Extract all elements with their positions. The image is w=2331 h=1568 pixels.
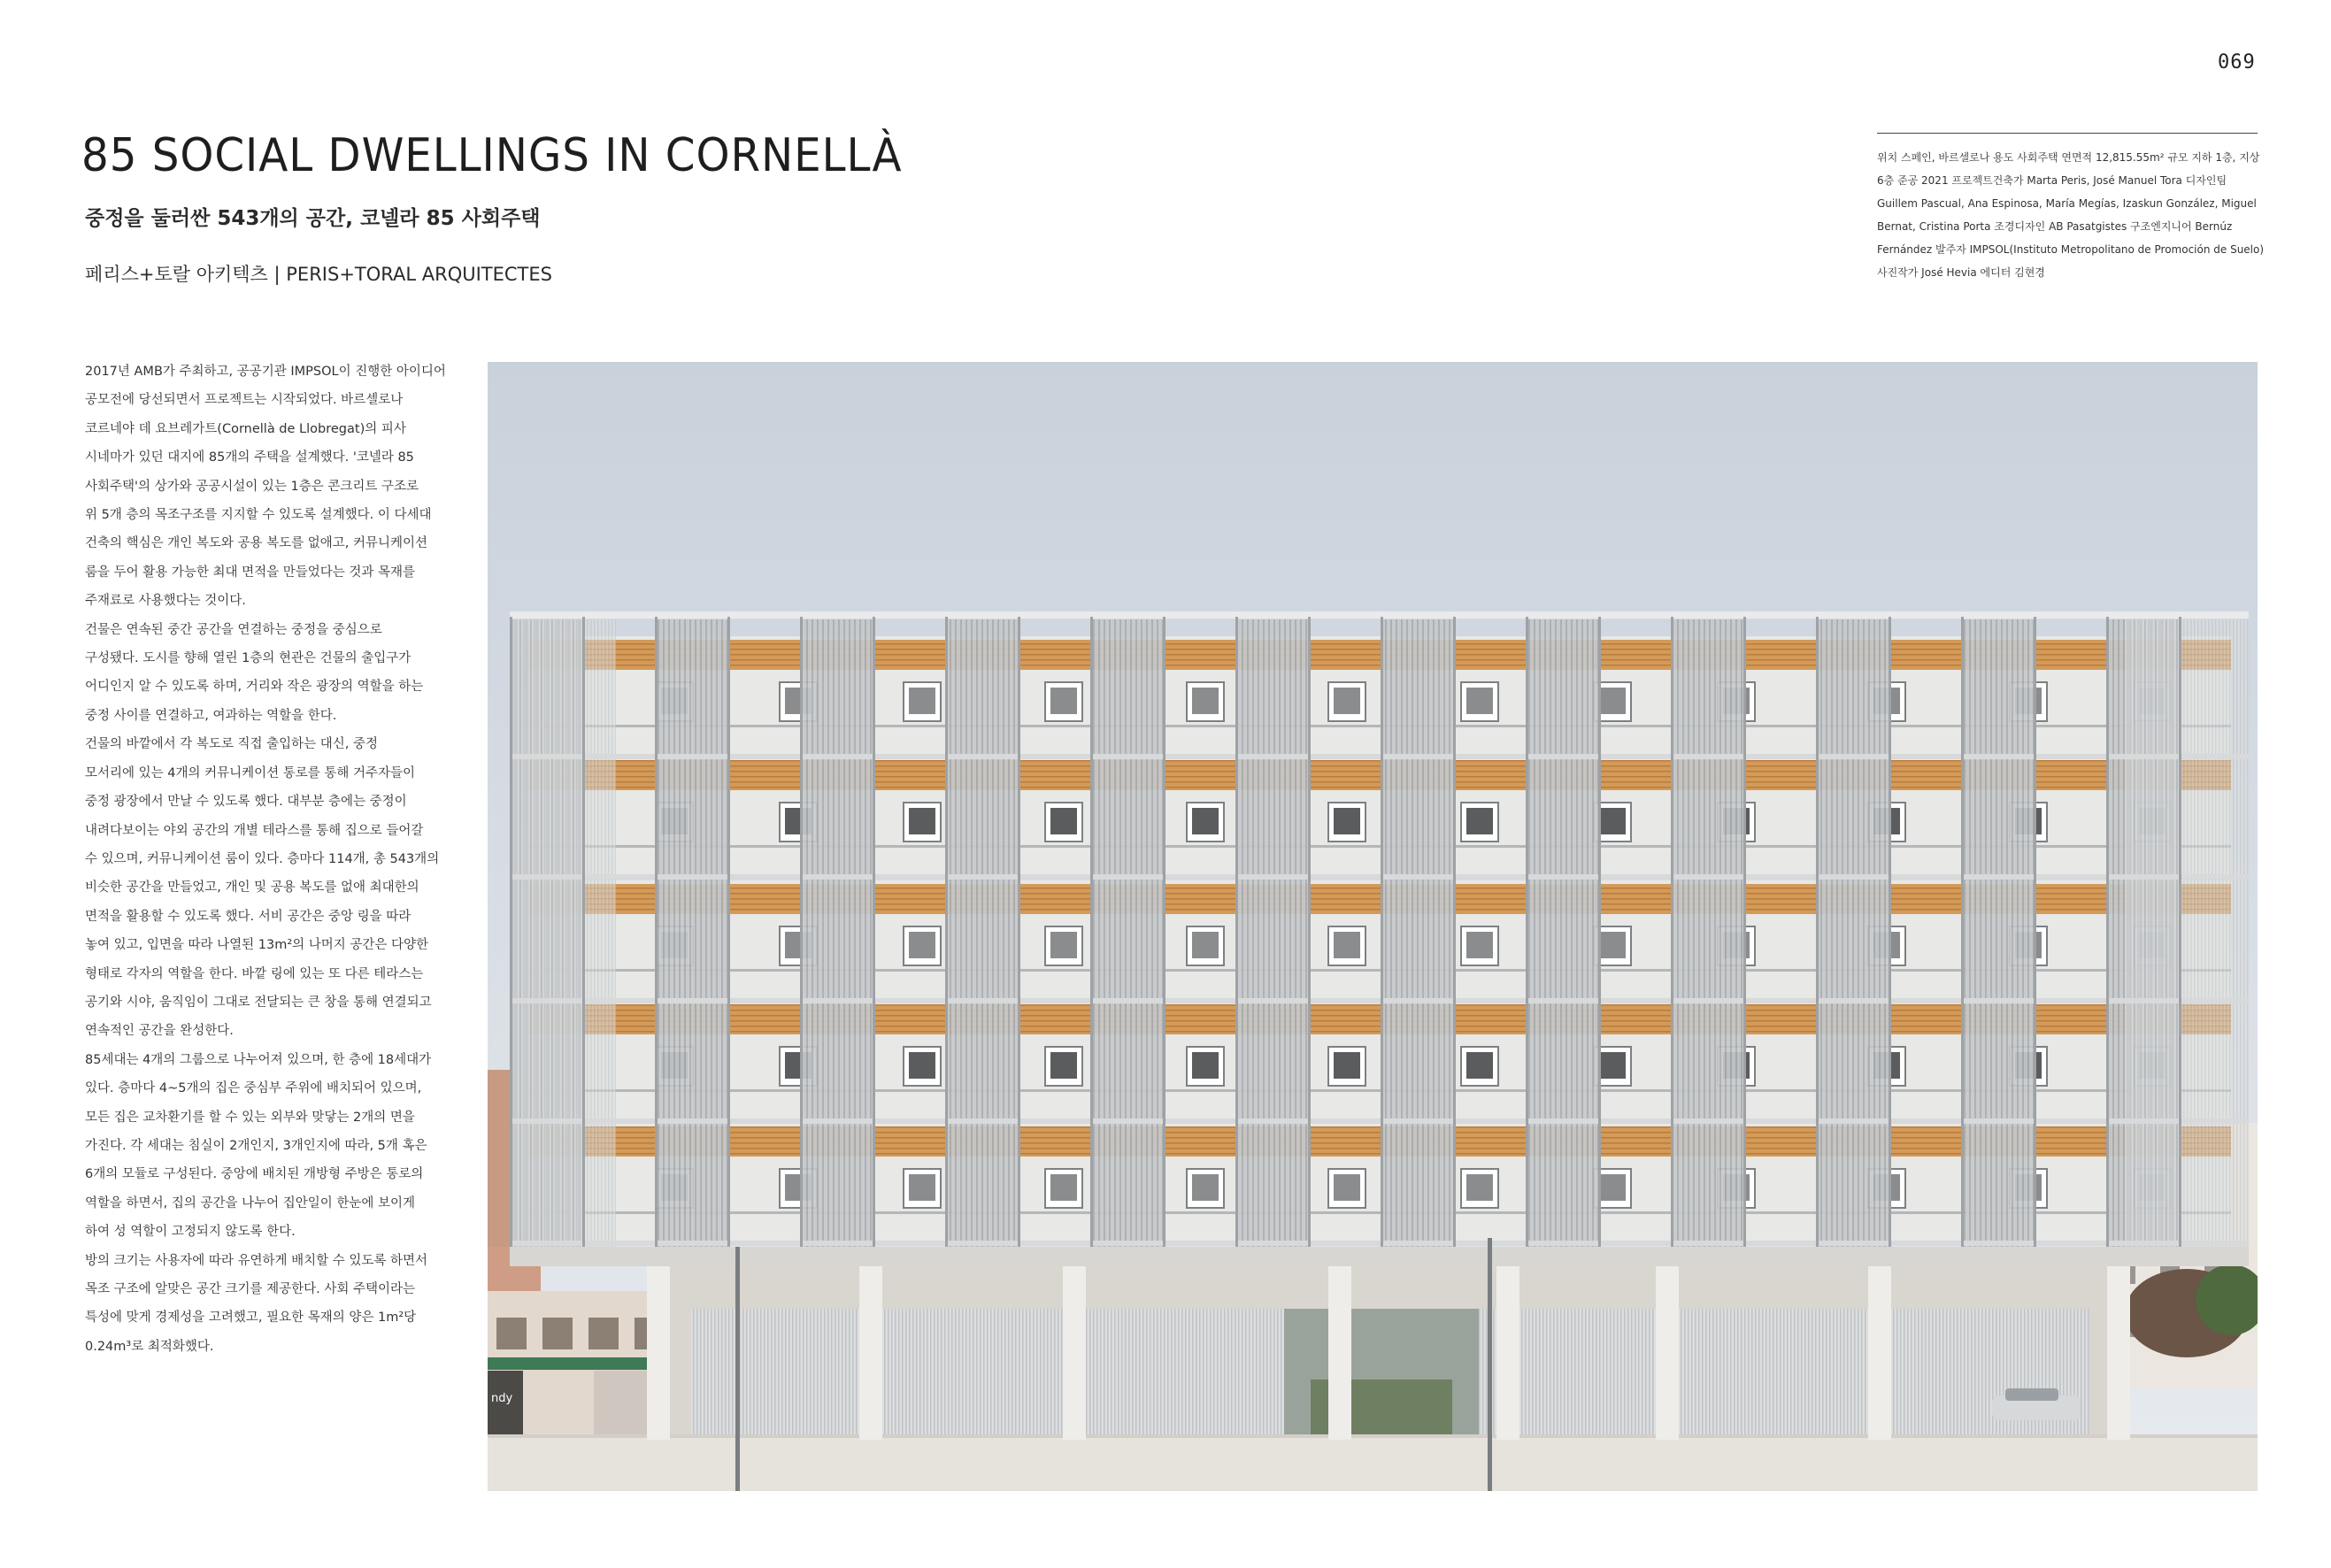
body-line: 면적을 활용할 수 있도록 했다. 서비 공간은 중앙 링을 따라	[85, 909, 412, 924]
body-line: 구성됐다. 도시를 향해 열린 1층의 현관은 건물의 출입구가	[85, 651, 412, 666]
plaza-ground	[488, 1437, 2258, 1491]
frame-post	[1598, 617, 1601, 1247]
frame-post	[800, 617, 803, 1247]
body-line: 6개의 모듈로 구성된다. 중앙에 배치된 개방형 주방은 통로의	[85, 1167, 424, 1182]
frame-post	[1889, 617, 1891, 1247]
body-line: 방의 크기는 사용자에 따라 유연하게 배치할 수 있도록 하면서	[85, 1253, 428, 1268]
building-photo	[488, 362, 2258, 1491]
window-blind	[1599, 1052, 1626, 1079]
window-blind	[1599, 1174, 1626, 1201]
article-title: 85 SOCIAL DWELLINGS IN CORNELLÀ	[81, 129, 903, 182]
window-blind	[909, 1052, 935, 1079]
frame-post	[1090, 617, 1093, 1247]
column	[2107, 1266, 2130, 1440]
column	[859, 1266, 882, 1440]
frame-post	[582, 617, 585, 1247]
body-line: 모서리에 있는 4개의 커뮤니케이션 통로를 통해 거주자들이	[85, 765, 416, 780]
car-window	[2005, 1388, 2058, 1401]
column	[1656, 1266, 1679, 1440]
body-line: 건축의 핵심은 개인 복도와 공용 복도를 없애고, 커뮤니케이션	[85, 536, 428, 551]
street-lamp	[735, 1247, 740, 1491]
window-blind	[1466, 932, 1493, 958]
frame-post	[510, 617, 512, 1247]
background-window	[496, 1318, 527, 1349]
article-subtitle: 중정을 둘러싼 543개의 공간, 코넬라 85 사회주택	[85, 207, 541, 230]
window-blind	[1334, 1052, 1360, 1079]
frame-post	[873, 617, 875, 1247]
body-line: 위 5개 층의 목조구조를 지지할 수 있도록 설계했다. 이 다세대	[85, 508, 432, 523]
window-blind	[1192, 688, 1219, 714]
window-blind	[1192, 808, 1219, 834]
body-line: 어디인지 알 수 있도록 하며, 거리와 작은 광장의 역할을 하는	[85, 680, 424, 695]
frame-post	[1018, 617, 1020, 1247]
column	[1328, 1266, 1351, 1440]
shop-sign-text: ndy	[491, 1392, 513, 1405]
frame-post	[1961, 617, 1964, 1247]
frame-post	[727, 617, 730, 1247]
slab-edge	[510, 754, 2249, 759]
window-blind	[1599, 932, 1626, 958]
body-line: 모든 집은 교차환기를 할 수 있는 외부와 맞닿는 2개의 면을	[85, 1110, 415, 1125]
screen-panel	[1526, 617, 1598, 1247]
slab-edge	[510, 1118, 2249, 1124]
screen-panel	[1381, 617, 1453, 1247]
column	[1063, 1266, 1086, 1440]
edge-screen	[510, 617, 616, 1247]
frame-post	[1816, 617, 1819, 1247]
credits-line: Bernat, Cristina Porta 조경디자인 AB Pasatgistes 구조엔지니어 Bernúz	[1877, 220, 2233, 233]
body-line: 중정 광장에서 만날 수 있도록 했다. 대부분 층에는 중정이	[85, 795, 407, 810]
curb	[488, 1434, 2258, 1438]
body-line: 목조 구조에 알맞은 공간 크기를 제공한다. 사회 주택이라는	[85, 1282, 416, 1296]
window-blind	[1599, 808, 1626, 834]
window-blind	[1466, 1052, 1493, 1079]
body-line: 비슷한 공간을 만들었고, 개인 및 공용 복도를 없애 최대한의	[85, 880, 419, 895]
screen-panel	[1235, 617, 1308, 1247]
frame-post	[655, 617, 658, 1247]
window-blind	[1334, 688, 1360, 714]
frame-post	[2106, 617, 2109, 1247]
window-blind	[1050, 1052, 1077, 1079]
frame-post	[1453, 617, 1456, 1247]
credits-line: 위치 스페인, 바르셀로나 용도 사회주택 연면적 12,815.55m² 규모 지하 1층, 지상	[1877, 151, 2260, 164]
body-line: 역할을 하면서, 집의 공간을 나누어 집안일이 한눈에 보이게	[85, 1195, 416, 1211]
body-line: 놓여 있고, 입면을 따라 나열된 13m²의 나머지 공간은 다양한	[85, 938, 429, 953]
body-line: 내려다보이는 야외 공간의 개별 테라스를 통해 집으로 들어갈	[85, 823, 424, 838]
window-blind	[1599, 688, 1626, 714]
body-line: 수 있으며, 커뮤니케이션 룸이 있다. 층마다 114개, 총 543개의	[85, 851, 440, 866]
body-line: 특성에 맞게 경제성을 고려했고, 필요한 목재의 양은 1m²당	[85, 1311, 417, 1326]
window-blind	[1192, 932, 1219, 958]
body-line: 형태로 각자의 역할을 한다. 바깥 링에 있는 또 다른 테라스는	[85, 966, 424, 981]
screen-panel	[1671, 617, 1743, 1247]
background-window	[589, 1318, 619, 1349]
body-line: 2017년 AMB가 주최하고, 공공기관 IMPSOL이 진행한 아이디어	[85, 365, 446, 379]
frame-post	[1235, 617, 1238, 1247]
frame-post	[945, 617, 948, 1247]
project-credits	[1877, 133, 2265, 284]
body-line: 하여 성 역할이 고정되지 않도록 한다.	[85, 1225, 296, 1240]
frame-post	[1526, 617, 1528, 1247]
slab-edge	[510, 998, 2249, 1003]
credits-line: 6층 준공 2021 프로젝트건축가 Marta Peris, José Manuel Tora 디자인팀	[1877, 174, 2227, 187]
screen-panel	[945, 617, 1018, 1247]
window-blind	[1334, 1174, 1360, 1201]
window-blind	[1334, 932, 1360, 958]
body-line: 시네마가 있던 대지에 85개의 주택을 설계했다. '코넬라 85	[85, 450, 414, 465]
column	[647, 1266, 670, 1440]
frame-post	[1308, 617, 1311, 1247]
street-lamp	[1488, 1238, 1492, 1491]
window-blind	[909, 932, 935, 958]
window-blind	[1050, 1174, 1077, 1201]
frame-post	[2179, 617, 2181, 1247]
body-line: 건물은 연속된 중간 공간을 연결하는 중정을 중심으로	[85, 622, 382, 637]
body-line: 중정 사이를 연결하고, 여과하는 역할을 한다.	[85, 708, 337, 723]
body-line: 연속적인 공간을 완성한다.	[85, 1024, 234, 1039]
column	[1868, 1266, 1891, 1440]
window-blind	[909, 1174, 935, 1201]
body-line: 가진다. 각 세대는 침실이 2개인지, 3개인지에 따라, 5개 혹은	[85, 1138, 427, 1153]
screen-panel	[1961, 617, 2034, 1247]
body-line: 공기와 시야, 움직임이 그대로 전달되는 큰 창을 통해 연결되고	[85, 995, 432, 1010]
window-blind	[909, 808, 935, 834]
window-blind	[1466, 688, 1493, 714]
screen-panel	[1090, 617, 1163, 1247]
window-blind	[1192, 1174, 1219, 1201]
frame-post	[2034, 617, 2036, 1247]
body-line: 코르네야 데 요브레가트(Cornellà de Llobregat)의 피사	[85, 421, 406, 436]
body-line: 건물의 바깥에서 각 복도로 직접 출입하는 대신, 중정	[85, 737, 379, 752]
column	[1496, 1266, 1519, 1440]
window-blind	[909, 688, 935, 714]
body-line: 있다. 층마다 4~5개의 집은 중심부 주위에 배치되어 있으며,	[85, 1081, 422, 1096]
body-line: 주재료로 사용했다는 것이다.	[85, 594, 246, 609]
body-text	[85, 357, 457, 1361]
window-blind	[1466, 808, 1493, 834]
roof-edge	[510, 611, 2249, 619]
window-blind	[1466, 1174, 1493, 1201]
window-blind	[1050, 688, 1077, 714]
window-blind	[1050, 932, 1077, 958]
architect-credit: 페리스+토랄 아키텍츠 | PERIS+TORAL ARQUITECTES	[85, 264, 552, 285]
credits-line: 사진작가 José Hevia 에디터 김현경	[1877, 266, 2045, 279]
window-blind	[1192, 1052, 1219, 1079]
credits-line: Fernández 발주자 IMPSOL(Instituto Metropolitano de Promoción de Suelo)	[1877, 243, 2265, 256]
body-line: 사회주택'의 상가와 공공시설이 있는 1층은 콘크리트 구조로	[85, 479, 419, 494]
frame-post	[1743, 617, 1746, 1247]
slab-edge	[510, 1241, 2249, 1246]
screen-panel	[1816, 617, 1889, 1247]
frame-post	[1671, 617, 1673, 1247]
screen-panel	[655, 617, 727, 1247]
body-line: 0.24m³로 최적화했다.	[85, 1339, 214, 1354]
frame-post	[1381, 617, 1383, 1247]
window-blind	[1050, 808, 1077, 834]
page-number: 069	[2218, 51, 2256, 73]
frame-post	[1163, 617, 1166, 1247]
screen-panel	[800, 617, 873, 1247]
body-line: 85세대는 4개의 그룹으로 나누어져 있으며, 한 층에 18세대가	[85, 1052, 432, 1067]
body-line: 룸을 두어 활용 가능한 최대 면적을 만들었다는 것과 목재를	[85, 565, 416, 580]
background-window	[542, 1318, 573, 1349]
window-blind	[1334, 808, 1360, 834]
ground-floor-slab	[510, 1247, 2249, 1266]
body-line: 공모전에 당선되면서 프로젝트는 시작되었다. 바르셀로나	[85, 393, 404, 408]
credits-line: Guillem Pascual, Ana Espinosa, María Megías, Izaskun González, Miguel	[1877, 197, 2257, 210]
slab-edge	[510, 874, 2249, 880]
edge-screen	[2125, 617, 2249, 1247]
